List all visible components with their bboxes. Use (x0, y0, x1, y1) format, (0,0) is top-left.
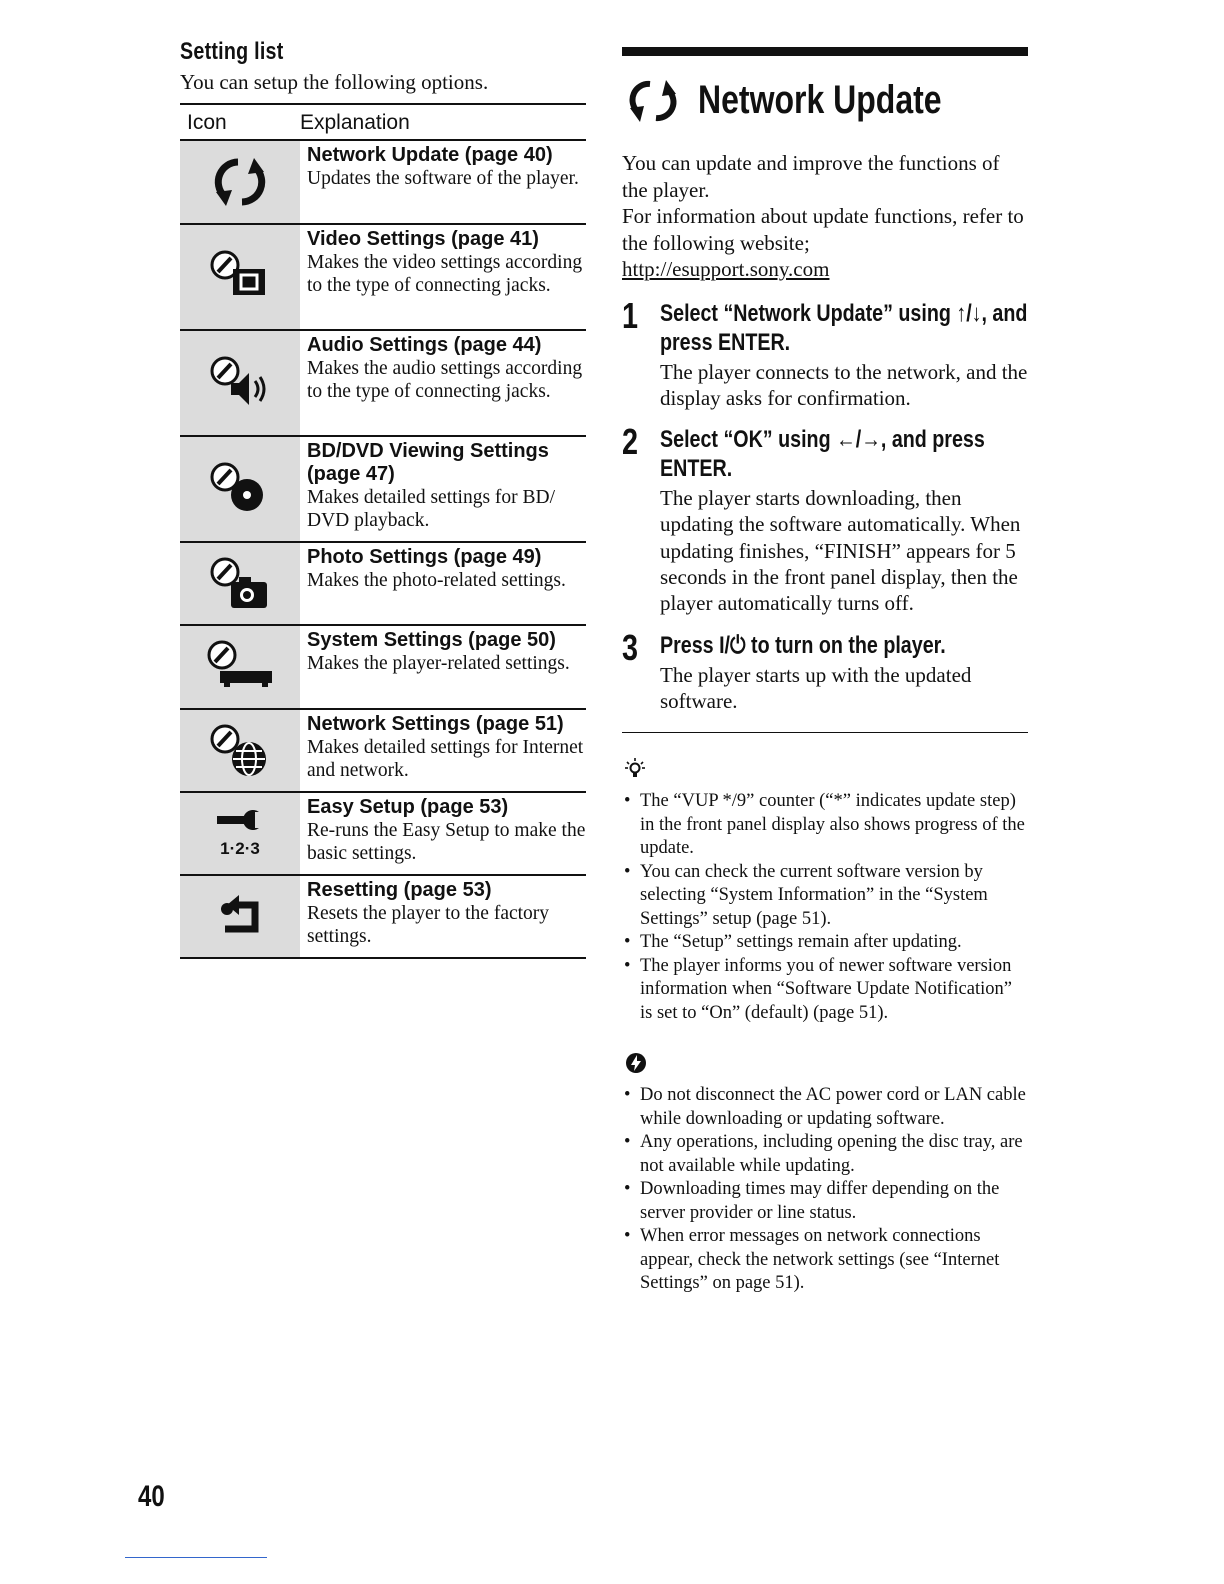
table-row (180, 542, 586, 625)
row-title: Photo Settings (page 49) (307, 546, 542, 568)
hint-lightbulb-icon (624, 757, 646, 781)
row-description: Updates the software of the player. (307, 168, 579, 189)
intro-paragraph: You can update and improve the functions of the player. (622, 151, 1000, 202)
column-header-icon: Icon (180, 104, 300, 140)
hint-list (622, 790, 1028, 1025)
row-title: Resetting (page 53) (307, 879, 492, 901)
divider (622, 732, 1028, 733)
list-item: • The player informs you of newer software version information when “Software Update Notification” is set to “On” (default) (page 51). (622, 955, 1028, 1026)
easy-setup-icon (205, 804, 275, 864)
row-title: Network Settings (page 51) (307, 713, 564, 735)
intro-paragraph-2: For information about update functions, refer to the following website; (622, 204, 1024, 255)
step-body: The player starts up with the updated software. (660, 662, 972, 713)
network-update-section (622, 47, 1028, 1296)
easy-setup-icon-text: 1·2·3 (220, 838, 260, 858)
caution-icon (624, 1051, 648, 1075)
section-heading: Setting list (180, 38, 284, 65)
row-description: Makes the audio settings according to the type of connecting jacks. (307, 358, 583, 402)
network-settings-icon (205, 721, 275, 781)
table-row (180, 792, 586, 875)
step-1 (622, 294, 1028, 412)
table-header-row (180, 104, 586, 140)
setting-list-section (180, 38, 586, 959)
step-number: 2 (622, 421, 639, 463)
step-heading: Select “OK” using ←/→, and press ENTER. (660, 426, 985, 483)
network-update-title-icon (624, 78, 686, 126)
column-header-explanation: Explanation (300, 104, 586, 140)
page-number: 40 (138, 1480, 165, 1513)
step-3 (622, 626, 1028, 715)
list-item: • You can check the current software version by selecting “System Information” in the “System Settings” setup (page 51). (622, 861, 1028, 932)
list-item: • Any operations, including opening the disc tray, are not available while updating. (622, 1131, 1028, 1178)
support-url-link[interactable]: http://esupport.sony.com (622, 257, 830, 281)
table-row (180, 709, 586, 792)
list-item: • Downloading times may differ depending on the server provider or line status. (622, 1178, 1028, 1225)
step-heading: Press I/⏻ to turn on the player. (660, 631, 946, 659)
page-title: Network Update (698, 78, 942, 122)
row-description: Makes detailed settings for BD/ DVD playback. (307, 487, 556, 531)
section-intro: You can setup the following options. (180, 70, 489, 94)
bd-dvd-settings-icon (205, 459, 275, 519)
step-body: The player connects to the network, and the display asks for confirmation. (660, 359, 1028, 410)
resetting-icon (205, 887, 275, 947)
row-title: Network Update (page 40) (307, 144, 553, 166)
video-settings-icon (205, 247, 275, 307)
table-row (180, 625, 586, 709)
row-description: Re-runs the Easy Setup to make the basic settings. (307, 820, 586, 864)
list-item: • The “VUP */9” counter (“*” indicates update step) in the front panel display also shows progress of the update. (622, 790, 1028, 861)
step-number: 1 (622, 294, 639, 336)
row-title: Video Settings (page 41) (307, 228, 539, 250)
row-description: Makes the player-related settings. (307, 653, 570, 674)
list-item: • The “Setup” settings remain after updating. (622, 931, 1028, 955)
settings-table (180, 103, 586, 959)
row-title: BD/DVD Viewing Settings (page 47) (307, 440, 549, 485)
table-row (180, 875, 586, 958)
row-description: Makes detailed settings for Internet and network. (307, 737, 584, 781)
table-row (180, 330, 586, 436)
caution-list (622, 1084, 1028, 1296)
photo-settings-icon (205, 554, 275, 614)
step-body: The player starts downloading, then updating the software automatically. When updating finishes, “FINISH” appears for 5 seconds in the front panel display, then the player automatically turns off. (660, 486, 1021, 616)
audio-settings-icon (205, 353, 275, 413)
step-heading: Select “Network Update” using ↑/↓, and press ENTER. (660, 299, 1028, 356)
list-item: • When error messages on network connections appear, check the network settings (see “Internet Settings” on page 51). (622, 1225, 1028, 1296)
network-update-icon (208, 150, 272, 214)
step-number: 3 (622, 626, 639, 668)
system-settings-icon (202, 637, 278, 697)
step-2 (622, 421, 1028, 616)
row-title: Audio Settings (page 44) (307, 334, 542, 356)
table-row (180, 140, 586, 224)
bottom-rule (125, 1557, 267, 1558)
list-item: • Do not disconnect the AC power cord or LAN cable while downloading or updating software. (622, 1084, 1028, 1131)
top-rule (622, 47, 1028, 56)
row-description: Makes the video settings according to the type of connecting jacks. (307, 252, 583, 296)
row-description: Makes the photo-related settings. (307, 570, 566, 591)
row-title: System Settings (page 50) (307, 629, 556, 651)
row-description: Resets the player to the factory settings. (307, 903, 550, 947)
row-title: Easy Setup (page 53) (307, 796, 509, 818)
table-row (180, 224, 586, 330)
table-row (180, 436, 586, 542)
